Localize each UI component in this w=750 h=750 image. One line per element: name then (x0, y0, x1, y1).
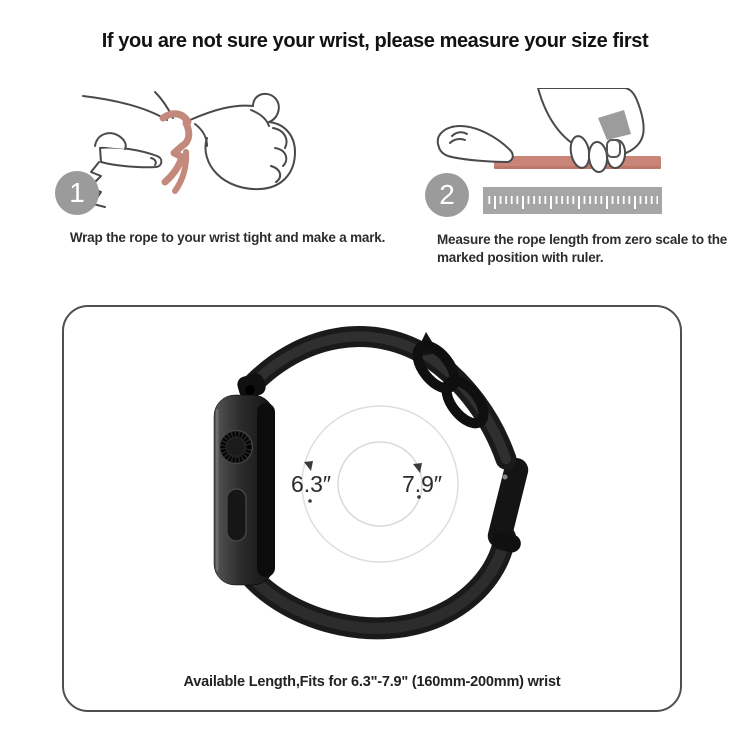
size-labels (291, 461, 442, 503)
step-1-number-badge: 1 (55, 171, 99, 215)
thumb-lineart (438, 126, 513, 162)
size-guide-panel (62, 305, 682, 712)
watch-screen-edge (257, 403, 275, 577)
step-1-caption: Wrap the rope to your wrist tight and make a mark. (69, 230, 386, 245)
step-2-illustration (410, 88, 740, 235)
watch-crown (220, 431, 253, 464)
step-2-number-badge: 2 (425, 173, 469, 217)
step-2-caption: Measure the rope length from zero scale to the marked position with ruler. (437, 232, 728, 265)
page-title: If you are not sure your wrist, please measure your size first (101, 30, 649, 52)
wrap-rope-illustration (55, 90, 400, 235)
watch-body (214, 395, 275, 585)
min-wrist-size-label: 6.3″ (290, 471, 332, 497)
step-1-illustration (55, 90, 400, 235)
max-wrist-size-label: 7.9″ (401, 471, 443, 497)
ruler-graphic (483, 187, 662, 214)
inner-size-marker-icon (304, 461, 313, 471)
watch-side-button (227, 489, 246, 541)
pointing-hand-lineart (89, 133, 161, 207)
strap-buckle (485, 455, 531, 554)
available-length-caption: Available Length,Fits for 6.3"-7.9" (160mm-200mm) wrist (183, 674, 561, 690)
rope-on-wrist (163, 114, 189, 191)
watch-size-artwork (64, 307, 680, 710)
